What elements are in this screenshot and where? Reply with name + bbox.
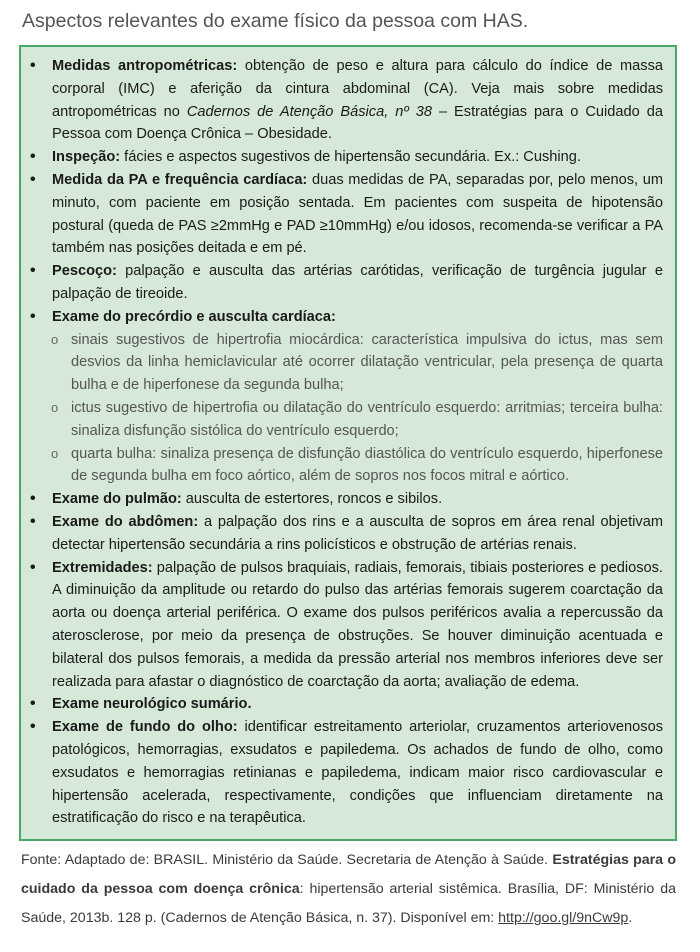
page-title: Aspectos relevantes do exame físico da pessoa com HAS. (22, 10, 529, 32)
source-book-title: Estratégias para o cuidado da pessoa com doença crônica (21, 852, 676, 897)
source-citation (21, 846, 676, 933)
item-label: Medidas antropométricas: (52, 58, 238, 74)
item-label: Pescoço: (52, 263, 117, 280)
list-item-neurologico (52, 693, 663, 716)
item-text: fácies e aspectos sugestivos de hipertensão secundária. Ex.: Cushing. (120, 149, 581, 166)
item-text: – Estratégias para o Cuidado da Pessoa com Doença Crônica – Obesidade. (52, 103, 663, 143)
list-item-pa (52, 169, 663, 260)
item-text: palpação de pulsos braquiais, radiais, femorais, tibiais posteriores e pediosos. A diminuição da amplitude ou retardo do pulso das artérias femorais sugerem coarctação da aorta ou doença arterial periférica. O exame dos pulsos periféricos avalia a repercussão da aterosclerose, por meio da presença de obstruções. Se houver diminuição acentuada e bilateral dos pulsos femorais, a medida da pressão arterial nos membros inferiores deve ser realizada para afastar o diagnóstico de coarctação da aorta; avaliação de edema. (52, 559, 663, 690)
sub-list-item: o quarta bulha: sinaliza presença de disfunção diastólica do ventrículo esquerdo, hiperfonese de segunda bulha em foco aórtico, além de sopros nos focos mitral e aórtico. (71, 443, 663, 489)
item-text: a palpação dos rins e a ausculta de sopros em área renal objetivam detectar hipertensão secundária a rins policísticos e obstrução de artérias renais. (52, 513, 663, 553)
source-link[interactable]: http://goo.gl/9nCw9p (498, 910, 629, 926)
list-item-antropometricas (52, 55, 663, 146)
list-item-extremidades (52, 557, 663, 694)
item-text: obtenção de peso e altura para cálculo do índice de massa corporal (IMC) e aferição da cintura abdominal (CA). Veja mais sobre medidas antropométricas no (52, 58, 663, 120)
item-label: Extremidades: (52, 559, 153, 576)
source-text: . (628, 910, 633, 926)
item-label: Exame do pulmão: (52, 491, 182, 508)
exam-box (19, 45, 677, 841)
item-text: ausculta de estertores, roncos e sibilos. (181, 491, 443, 508)
source-text: Fonte: Adaptado de: BRASIL. Ministério da Saúde. Secretaria de Atenção à Saúde. (21, 852, 553, 868)
source-text: : hipertensão arterial sistêmica. Brasília, DF: Ministério da Saúde, 2013b. 128 p. (Cadernos de Atenção Básica, n. 37). Disponível em: (21, 881, 676, 926)
item-label: Inspeção: (52, 149, 121, 166)
list-item-abdomen (52, 511, 663, 557)
sub-list-item: o sinais sugestivos de hipertrofia miocárdica: característica impulsiva do ictus, mas sem desvios da linha hemiclavicular até ocorrer dilatação ventricular, pela presença de quarta bulha e de hiperfonese da segunda bulha; (71, 329, 663, 397)
item-label: Medida da PA e frequência cardíaca: (52, 171, 308, 188)
item-text: identificar estreitamento arteriolar, cruzamentos arteriovenosos patológicos, hemorragias, exsudatos e papiledema. Os achados de fundo de olho, como exsudatos e hemorragias retinianas e papiledema, indicam maior risco cardiovascular e hipertensão acelerada, respectivamente, condições que influenciam diretamente na estratificação do risco e na terapêutica. (52, 719, 663, 827)
item-text: duas medidas de PA, separadas por, pelo menos, um minuto, com paciente em posição sentada. Em pacientes com suspeita de hipotensão postural (queda de PAS ≥2mmHg e PAD ≥10mmHg) e/ou idosos, recomenda-se verificar a PA também nas posições deitada e em pé. (52, 171, 663, 257)
sub-list-item: o ictus sugestivo de hipertrofia ou dilatação do ventrículo esquerdo: arritmias; terceira bulha: sinaliza disfunção sistólica do ventrículo esquerdo; (71, 397, 663, 443)
list-item-fundo (52, 716, 663, 830)
list-item-pulmao (52, 488, 663, 511)
item-label: Exame do precórdio e ausculta cardíaca: (52, 308, 336, 325)
list-item-precordio (52, 306, 663, 488)
item-italic: Cadernos de Atenção Básica, nº 38 (186, 103, 432, 120)
list-item-pescoco (52, 260, 663, 306)
item-text: palpação e ausculta das artérias carótidas, verificação de turgência jugular e palpação de tireoide. (52, 263, 663, 302)
list-item-inspecao (52, 146, 663, 169)
item-label: Exame neurológico sumário. (52, 696, 252, 713)
item-label: Exame do abdômen: (52, 513, 199, 530)
sub-list (52, 329, 663, 489)
exam-list (21, 47, 675, 830)
item-label: Exame de fundo do olho: (52, 719, 238, 736)
